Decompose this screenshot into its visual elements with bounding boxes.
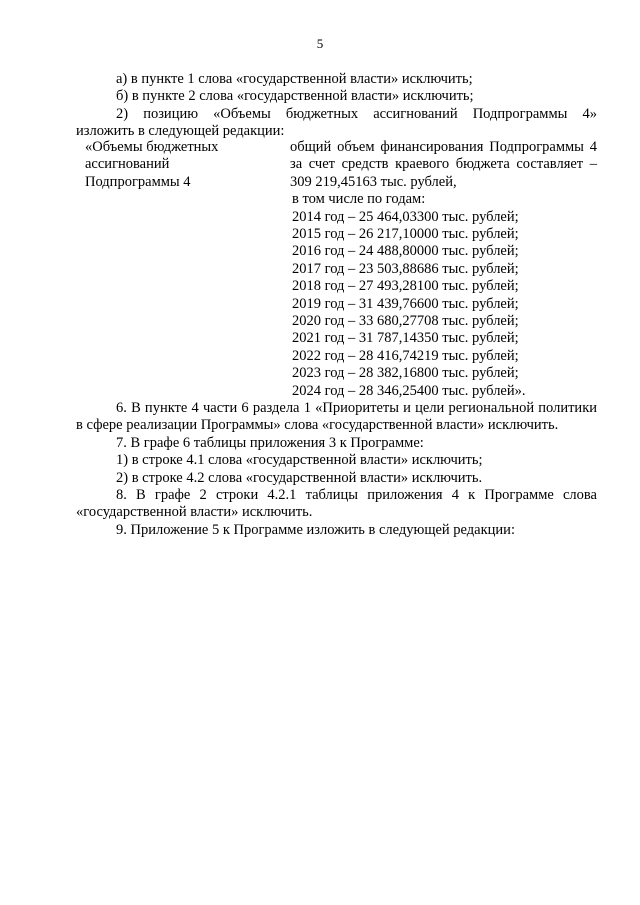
year-row: 2017 год – 23 503,88686 тыс. рублей; <box>292 260 519 277</box>
amendments-block <box>76 400 597 539</box>
intro-block <box>76 71 597 141</box>
page-number: 5 <box>316 36 324 51</box>
year-row: 2018 год – 27 493,28100 тыс. рублей; <box>292 278 519 295</box>
funding-summary: общий объем финансирования Подпрограммы 4 за счет средств краевого бюджета составляет – 309 219,45163 тыс. рублей, <box>290 139 597 190</box>
table-left-line: Подпрограммы 4 <box>85 173 191 190</box>
years-intro: в том числе по годам: <box>292 191 426 208</box>
year-row: 2024 год – 28 346,25400 тыс. рублей». <box>292 382 526 399</box>
intro-item-b: б) в пункте 2 слова «государственной власти» исключить; <box>116 88 474 105</box>
item-2-line-1: 2) позицию «Объемы бюджетных ассигнований Подпрограммы 4» <box>116 105 597 122</box>
year-row: 2020 год – 33 680,27708 тыс. рублей; <box>292 313 519 330</box>
paragraph-7-item-2: 2) в строке 4.2 слова «государственной власти» исключить. <box>116 469 483 486</box>
year-row: 2021 год – 31 787,14350 тыс. рублей; <box>292 330 519 347</box>
year-row: 2019 год – 31 439,76600 тыс. рублей; <box>292 295 519 312</box>
years-list <box>290 191 597 400</box>
year-row: 2022 год – 28 416,74219 тыс. рублей; <box>292 347 519 364</box>
paragraph-9: 9. Приложение 5 к Программе изложить в следующей редакции: <box>116 521 515 538</box>
table-left-line: «Объемы бюджетных <box>85 139 219 155</box>
paragraph-8: 8. В графе 2 строки 4.2.1 таблицы приложения 4 к Программе слова «государственной власти» исключить. <box>76 487 597 521</box>
paragraph-7: 7. В графе 6 таблицы приложения 3 к Программе: <box>116 434 424 451</box>
year-row: 2016 год – 24 488,80000 тыс. рублей; <box>292 243 519 260</box>
intro-item-a: а) в пункте 1 слова «государственной власти» исключить; <box>116 71 473 87</box>
year-row: 2023 год – 28 382,16800 тыс. рублей; <box>292 365 519 382</box>
table-left-cell <box>85 139 265 191</box>
budget-table <box>76 139 597 399</box>
item-2-line-2: изложить в следующей редакции: <box>76 123 285 140</box>
year-row: 2015 год – 26 217,10000 тыс. рублей; <box>292 226 519 243</box>
table-left-line: ассигнований <box>85 156 170 173</box>
paragraph-6: 6. В пункте 4 части 6 раздела 1 «Приоритеты и цели региональной политики в сфере реализации Программы» слова «государственной власти» исключить. <box>76 400 597 434</box>
table-right-cell <box>290 139 597 400</box>
paragraph-7-item-1: 1) в строке 4.1 слова «государственной власти» исключить; <box>116 452 483 469</box>
year-row: 2014 год – 25 464,03300 тыс. рублей; <box>292 208 519 225</box>
